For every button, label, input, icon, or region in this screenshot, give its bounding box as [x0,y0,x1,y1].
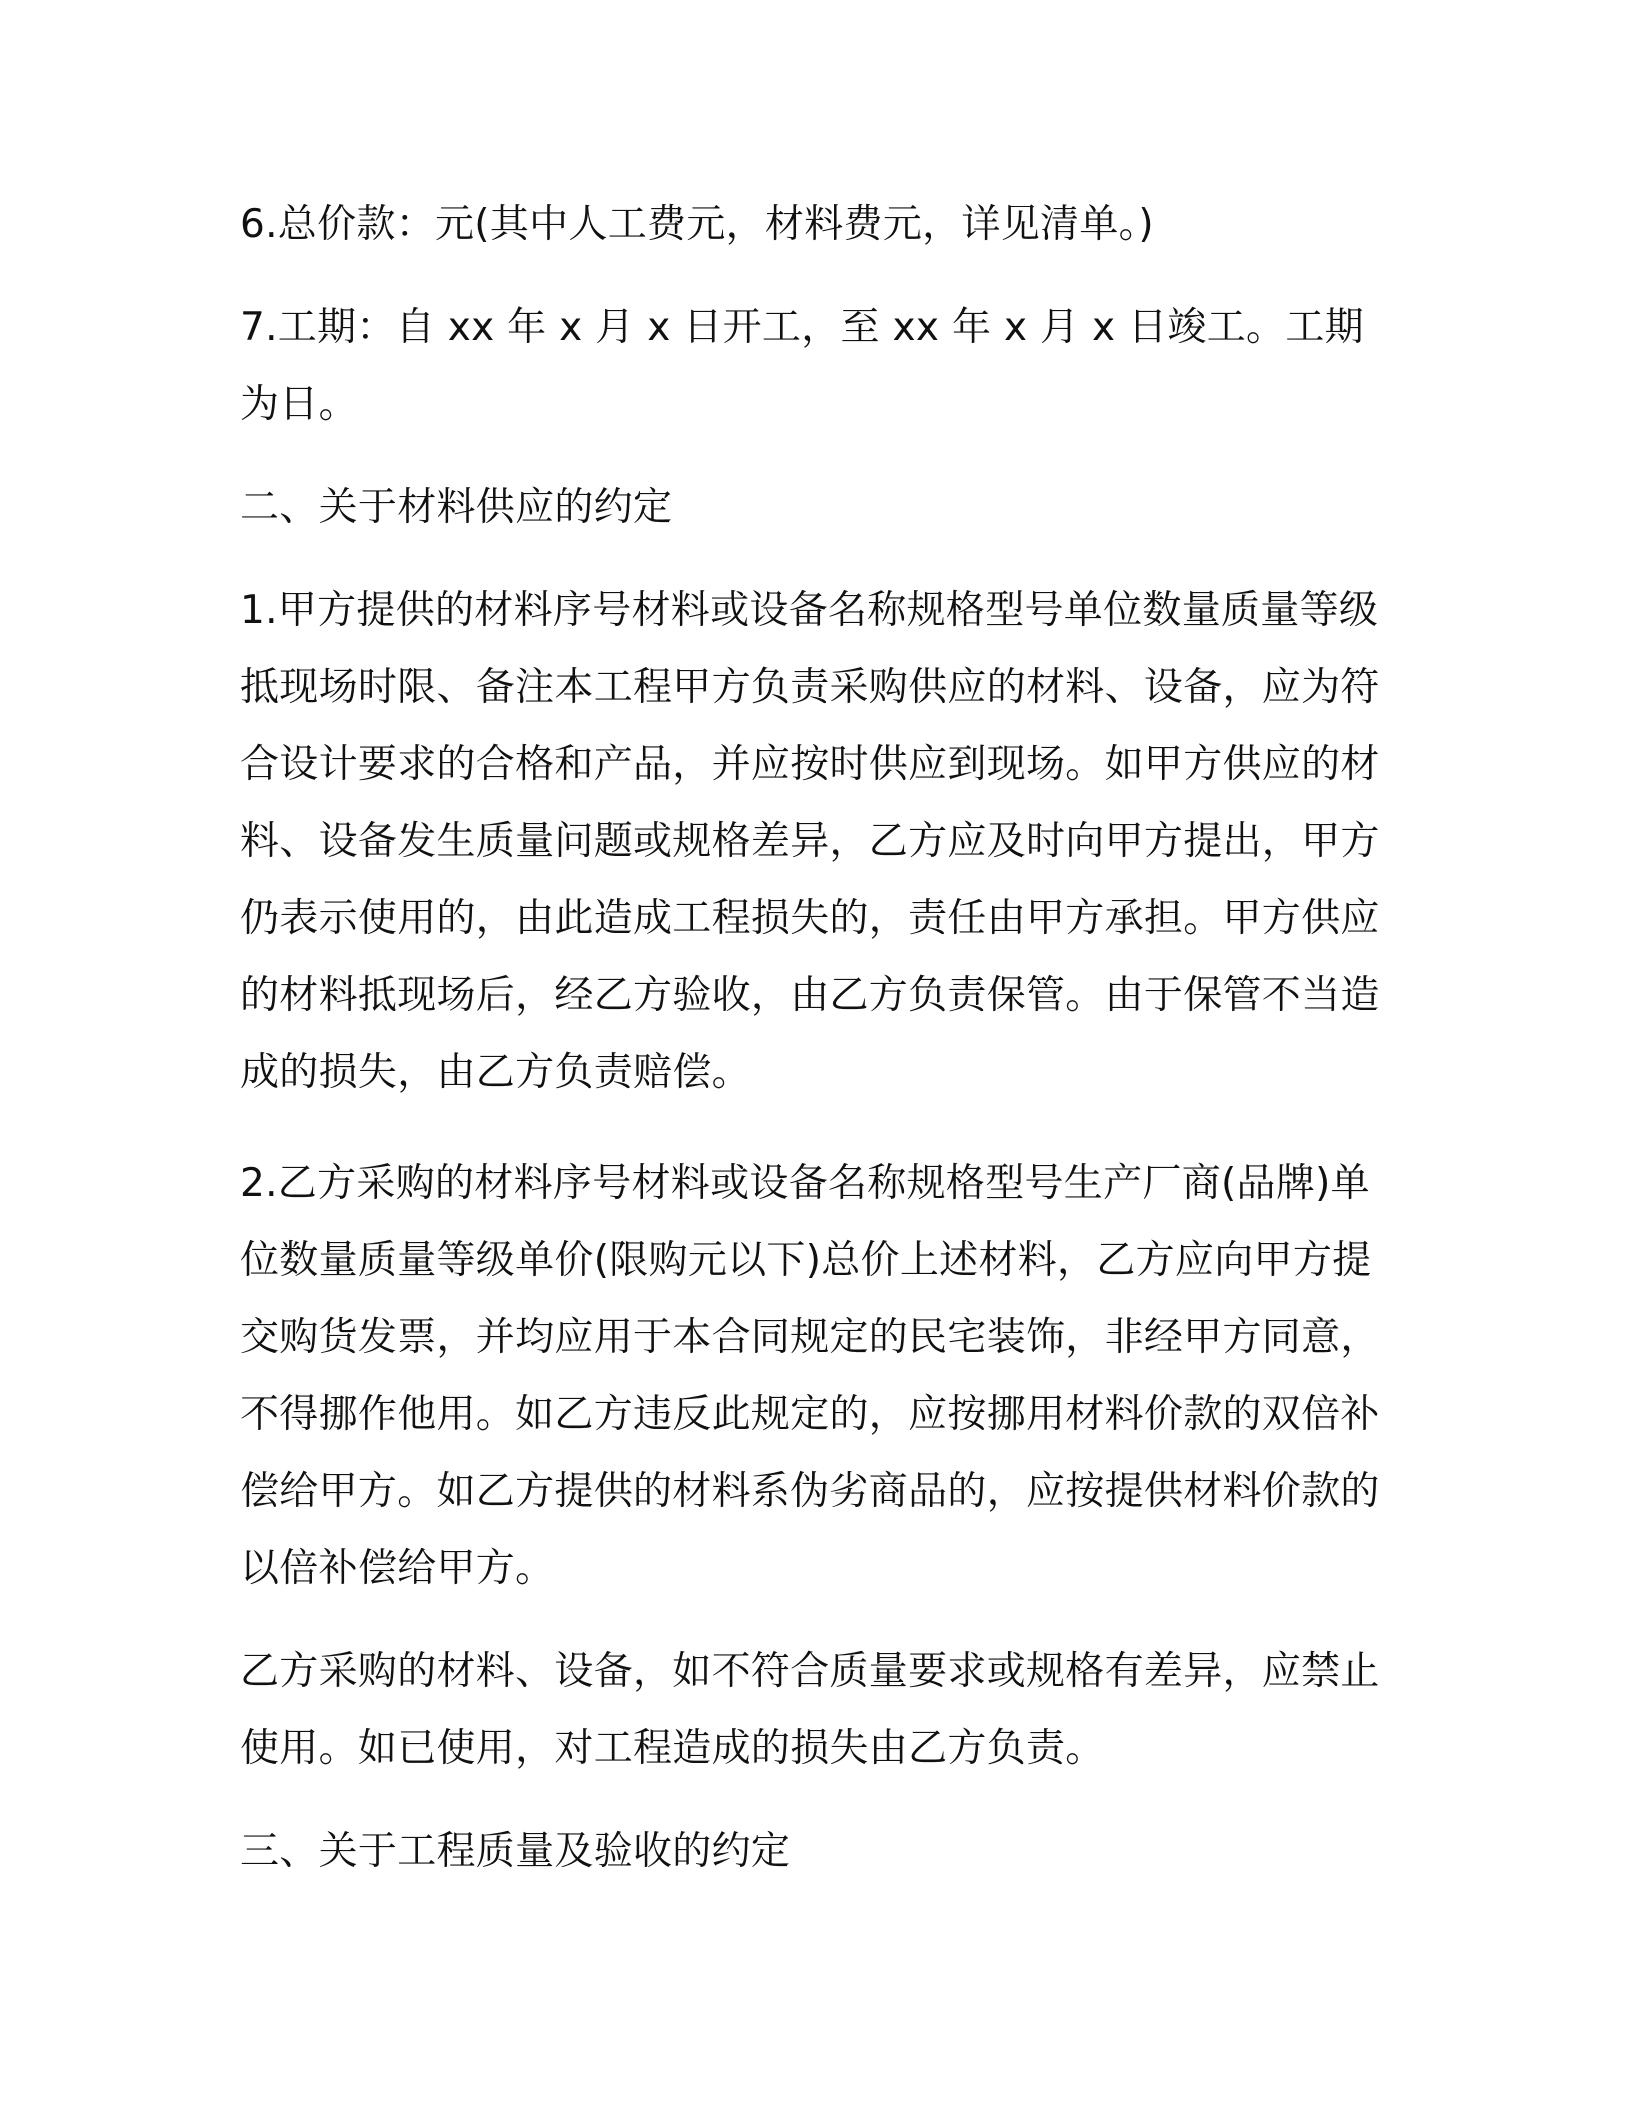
clause-construction-period: 7.工期：自 xx 年 x 月 x 日开工，至 xx 年 x 月 x 日竣工。工期为日。 [240,305,1364,427]
clause-party-a-materials: 1.甲方提供的材料序号材料或设备名称规格型号单位数量质量等级抵现场时限、备注本工程甲方负责采购供应的材料、设备，应为符合设计要求的合格和产品，并应按时供应到现场。如甲方供应的材料、设备发生质量问题或规格差异，乙方应及时向甲方提出，甲方仍表示使用的，由此造成工程损失的，责任由甲方承担。甲方供应的材料抵现场后，经乙方验收，由乙方负责保管。由于保管不当造成的损失，由乙方负责赔偿。 [240,588,1380,1095]
section-heading-material-supply: 二、关于材料供应的约定 [240,485,673,530]
clause-party-b-materials: 2.乙方采购的材料序号材料或设备名称规格型号生产厂商(品牌)单位数量质量等级单价(限购元以下)总价上述材料，乙方应向甲方提交购货发票，并均应用于本合同规定的民宅装饰，非经甲方同意，不得挪作他用。如乙方违反此规定的，应按挪用材料价款的双倍补偿给甲方。如乙方提供的材料系伪劣商品的，应按提供材料价款的以倍补偿给甲方。 [240,1161,1380,1591]
section-heading-quality-acceptance: 三、关于工程质量及验收的约定 [240,1829,791,1874]
document-body [240,186,1390,1890]
clause-material-quality: 乙方采购的材料、设备，如不符合质量要求或规格有差异，应禁止使用。如已使用，对工程造成的损失由乙方负责。 [240,1649,1380,1771]
clause-total-price: 6.总价款：元(其中人工费元，材料费元，详见清单。) [240,202,1154,247]
